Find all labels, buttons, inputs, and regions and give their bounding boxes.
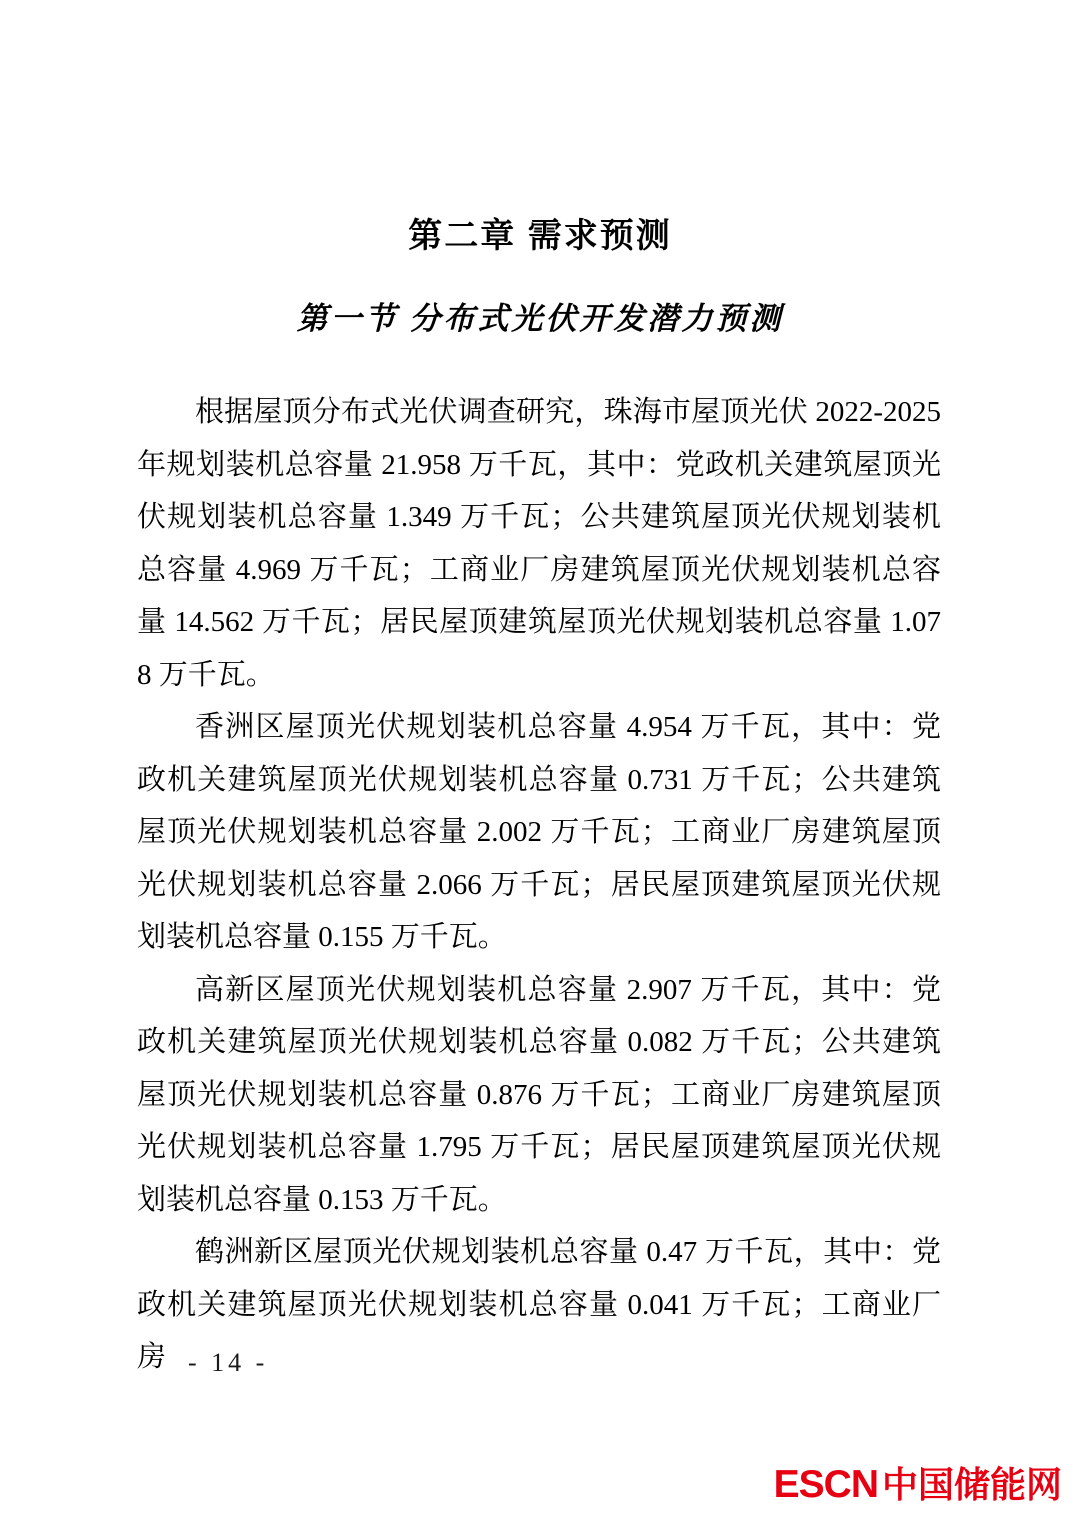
logo-escn-text: ESCN	[773, 1463, 878, 1506]
section-title: 第一节 分布式光伏开发潜力预测	[296, 301, 784, 336]
paragraph-city-total: 根据屋顶分布式光伏调查研究，珠海市屋顶光伏 2022-2025 年规划装机总容量 21.958 万千瓦，其中：党政机关建筑屋顶光伏规划装机总容量 1.349 万千瓦；公共建筑屋顶光伏规划装机总容量 4.969 万千瓦；工商业厂房建筑屋顶光伏规划装机总容量 14.562 万千瓦；居民屋顶建筑屋顶光伏规划装机总容量 1.078 万千瓦。	[137, 396, 941, 691]
page-number: - 14 -	[188, 1348, 269, 1377]
body-text	[0, 386, 1080, 1384]
chapter-title: 第二章 需求预测	[408, 217, 672, 255]
escn-watermark-logo	[773, 1463, 1062, 1506]
paragraph-hezhou-new-district: 鹤洲新区屋顶光伏规划装机总容量 0.47 万千瓦，其中：党政机关建筑屋顶光伏规划装机总容量 0.041 万千瓦；工商业厂房	[137, 1236, 941, 1373]
paragraph-gaoxin-district: 高新区屋顶光伏规划装机总容量 2.907 万千瓦，其中：党政机关建筑屋顶光伏规划装机总容量 0.082 万千瓦；公共建筑屋顶光伏规划装机总容量 0.876 万千瓦；工商业厂房建筑屋顶光伏规划装机总容量 1.795 万千瓦；居民屋顶建筑屋顶光伏规划装机总容量 0.153 万千瓦。	[137, 973, 941, 1216]
paragraph-xiangzhou-district: 香洲区屋顶光伏规划装机总容量 4.954 万千瓦，其中：党政机关建筑屋顶光伏规划装机总容量 0.731 万千瓦；公共建筑屋顶光伏规划装机总容量 2.002 万千瓦；工商业厂房建筑屋顶光伏规划装机总容量 2.066 万千瓦；居民屋顶建筑屋顶光伏规划装机总容量 0.155 万千瓦。	[137, 711, 941, 953]
logo-chinese-text: 中国储能网	[881, 1464, 1062, 1505]
